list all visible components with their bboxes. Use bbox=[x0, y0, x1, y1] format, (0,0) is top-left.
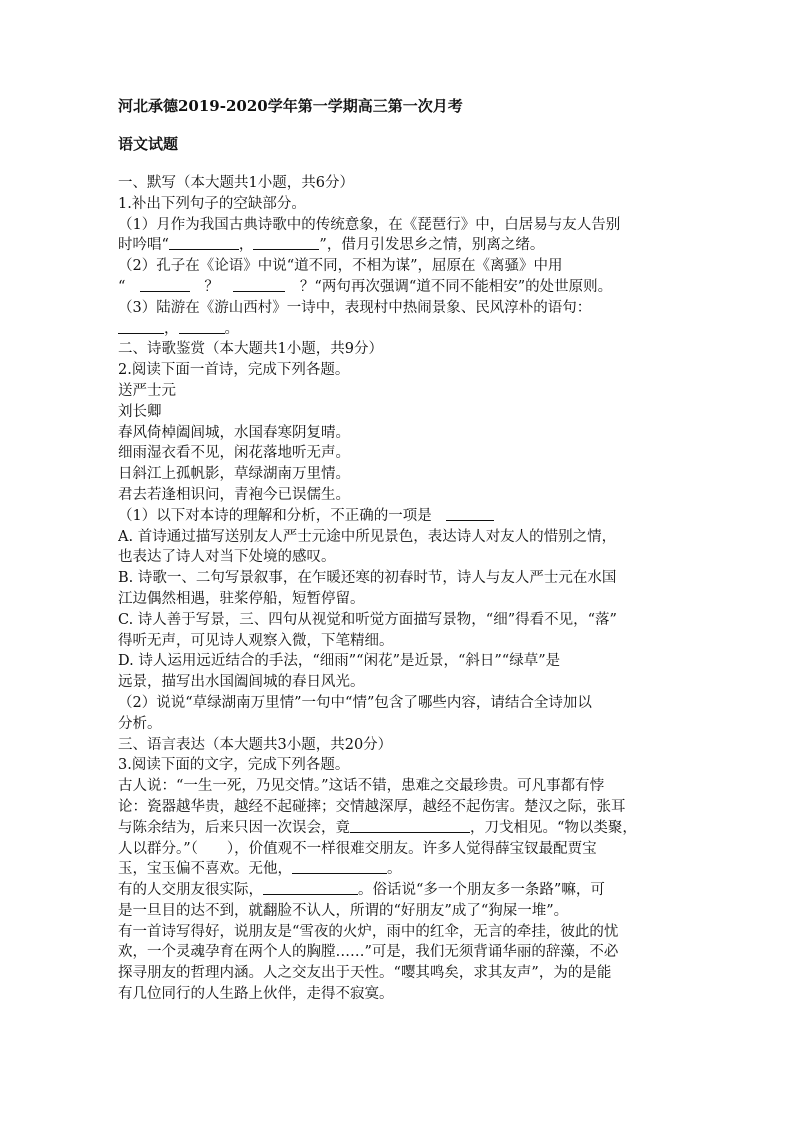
answer-blank bbox=[140, 277, 190, 292]
text-line bbox=[118, 298, 684, 319]
line-text: 一、默写（本大题共1小题，共6分） bbox=[118, 175, 354, 191]
line-text: 三、语言表达（本大题共3小题，共20分） bbox=[118, 736, 393, 753]
text-line bbox=[118, 568, 684, 589]
text-line bbox=[118, 235, 684, 256]
text-line bbox=[118, 797, 684, 818]
text-line bbox=[118, 922, 684, 943]
line-text: 时吟唱“ bbox=[118, 237, 169, 254]
line-text: 江边偶然相遇，驻桨停船，短暂停留。 bbox=[118, 590, 365, 607]
line-text: 得听无声，可见诗人观察入微，下笔精细。 bbox=[118, 632, 394, 649]
text-line bbox=[118, 402, 684, 423]
answer-blank bbox=[118, 319, 164, 334]
line-text: 有一首诗写得好，说朋友是“雪夜的火炉，雨中的红伞，无言的牵挂，彼此的忧 bbox=[118, 923, 619, 940]
text-line bbox=[118, 714, 684, 735]
line-text: 1.补出下列句子的空缺部分。 bbox=[118, 195, 306, 212]
line-text: “ bbox=[118, 278, 140, 295]
text-line bbox=[118, 423, 684, 444]
text-line bbox=[118, 256, 684, 277]
text-line bbox=[118, 984, 684, 1005]
text-line bbox=[118, 443, 684, 464]
text-line bbox=[118, 818, 684, 839]
line-text: 刘长卿 bbox=[118, 403, 162, 420]
line-text: 二、诗歌鉴赏（本大题共1小题，共9分） bbox=[118, 341, 383, 358]
line-text: 远景，描写出水国阖闾城的春日风光。 bbox=[118, 674, 365, 691]
line-text: 君去若逢相识问，青袍今已误儒生。 bbox=[118, 486, 350, 503]
line-text: 2.阅读下面一首诗，完成下列各题。 bbox=[118, 362, 350, 379]
text-line bbox=[118, 651, 684, 672]
document-subtitle: 语文试题 bbox=[118, 135, 179, 153]
line-text: 有几位同行的人生路上伙伴，走得不寂寞。 bbox=[118, 986, 394, 1003]
line-text: 送严士元 bbox=[118, 382, 176, 399]
text-line bbox=[118, 360, 684, 381]
line-text: 。 bbox=[224, 320, 239, 337]
line-text: ，刀戈相见。“物以类聚， bbox=[470, 819, 637, 836]
answer-blank bbox=[253, 235, 319, 250]
line-text: D. 诗人运用远近结合的手法，“细雨”“闲花”是近景，“斜日”“绿草”是 bbox=[118, 653, 561, 670]
text-line bbox=[118, 631, 684, 652]
text-line bbox=[118, 610, 684, 631]
line-text: 玉，宝玉偏不喜欢。无他， bbox=[118, 861, 292, 878]
text-line bbox=[118, 277, 684, 298]
text-line bbox=[118, 963, 684, 984]
text-line bbox=[118, 547, 684, 568]
text-line bbox=[118, 672, 684, 693]
line-text: （3）陆游在《游山西村》一诗中，表现村中热闹景象、民风淳朴的语句： bbox=[118, 299, 592, 316]
text-line bbox=[118, 464, 684, 485]
line-text: B. 诗歌一、二句写景叙事，在乍暖还寒的初春时节，诗人与友人严士元在水国 bbox=[118, 570, 617, 587]
line-text: ？ bbox=[189, 278, 234, 295]
line-text: 3.阅读下面的文字，完成下列各题。 bbox=[118, 757, 350, 774]
text-line bbox=[118, 173, 684, 194]
text-line bbox=[118, 776, 684, 797]
answer-blank bbox=[446, 506, 494, 521]
line-text: 细雨湿衣看不见，闲花落地听无声。 bbox=[118, 445, 350, 462]
line-text: 与陈余结为，后来只因一次误会，竟 bbox=[118, 819, 350, 836]
text-line bbox=[118, 589, 684, 610]
line-text: ， bbox=[164, 320, 179, 337]
line-text: 。 bbox=[387, 861, 402, 878]
text-line bbox=[118, 194, 684, 215]
text-line bbox=[118, 215, 684, 236]
text-line bbox=[118, 859, 684, 880]
text-line bbox=[118, 485, 684, 506]
text-line bbox=[118, 942, 684, 963]
document-body bbox=[118, 173, 684, 1005]
text-line bbox=[118, 901, 684, 922]
line-text: A. 首诗通过描写送别友人严士元途中所见景色，表达诗人对友人的惜别之情， bbox=[118, 528, 617, 545]
text-line bbox=[118, 839, 684, 860]
line-text: 欢，一个灵魂孕育在两个人的胸膛……”可是，我们无须背诵华丽的辞藻，不必 bbox=[118, 944, 619, 961]
line-text: 。俗话说“多一个朋友多一条路”嘛，可 bbox=[358, 882, 605, 899]
line-text: （2）孔子在《论语》中说“道不同，不相为谋”，屈原在《离骚》中用 bbox=[118, 258, 563, 275]
line-text: （2）说说“草绿湖南万里情”一句中“情”包含了哪些内容，请结合全诗加以 bbox=[118, 694, 592, 711]
text-line bbox=[118, 527, 684, 548]
line-text: 探寻朋友的哲理内涵。人之交友出于天性。“嘤其鸣矣，求其友声”，为的是能 bbox=[118, 965, 612, 982]
text-line bbox=[118, 381, 684, 402]
text-line bbox=[118, 319, 684, 340]
document-title: 河北承德2019-2020学年第一学期高三第一次月考 bbox=[118, 97, 463, 115]
answer-blank bbox=[263, 880, 358, 895]
text-line bbox=[118, 880, 684, 901]
answer-blank bbox=[292, 859, 387, 874]
document-page bbox=[118, 95, 684, 1005]
line-text: 春风倚棹阖闾城，水国春寒阴复晴。 bbox=[118, 424, 350, 441]
line-text: （1）以下对本诗的理解和分析，不正确的一项是 bbox=[118, 507, 447, 524]
text-line bbox=[118, 506, 684, 527]
line-text: C. 诗人善于写景，三、四句从视觉和听觉方面描写景物，“细”得看不见，“落” bbox=[118, 611, 617, 628]
answer-blank bbox=[350, 818, 470, 833]
line-text: 有的人交朋友很实际， bbox=[118, 882, 263, 899]
line-text: 分析。 bbox=[118, 715, 162, 732]
line-text: 论：瓷器越华贵，越经不起碰摔；交情越深厚，越经不起伤害。楚汉之际，张耳 bbox=[118, 798, 626, 815]
text-line bbox=[118, 693, 684, 714]
line-text: ？“两句再次强调“道不同不能相安”的处世原则。 bbox=[285, 278, 613, 295]
text-line bbox=[118, 339, 684, 360]
line-text: ”，借月引发思乡之情，别离之绪。 bbox=[319, 237, 545, 254]
line-text: 日斜江上孤帆影，草绿湖南万里情。 bbox=[118, 466, 350, 483]
answer-blank bbox=[169, 235, 239, 250]
answer-blank bbox=[233, 277, 285, 292]
line-text: 是一旦目的达不到，就翻脸不认人，所谓的“好朋友”成了“狗屎一堆”。 bbox=[118, 902, 569, 919]
text-line bbox=[118, 735, 684, 756]
line-text: 也表达了诗人对当下处境的感叹。 bbox=[118, 549, 336, 566]
text-line bbox=[118, 755, 684, 776]
line-text: 古人说：“一生一死，乃见交情。”这话不错，患难之交最珍贵。可凡事都有悖 bbox=[118, 778, 605, 795]
line-text: ， bbox=[238, 237, 254, 254]
line-text: （1）月作为我国古典诗歌中的传统意象，在《琵琶行》中，白居易与友人告别 bbox=[118, 216, 621, 233]
line-text: 人以群分。”（ ），价值观不一样很难交朋友。许多人觉得薛宝钗最配贾宝 bbox=[118, 840, 597, 857]
answer-blank bbox=[179, 319, 225, 334]
